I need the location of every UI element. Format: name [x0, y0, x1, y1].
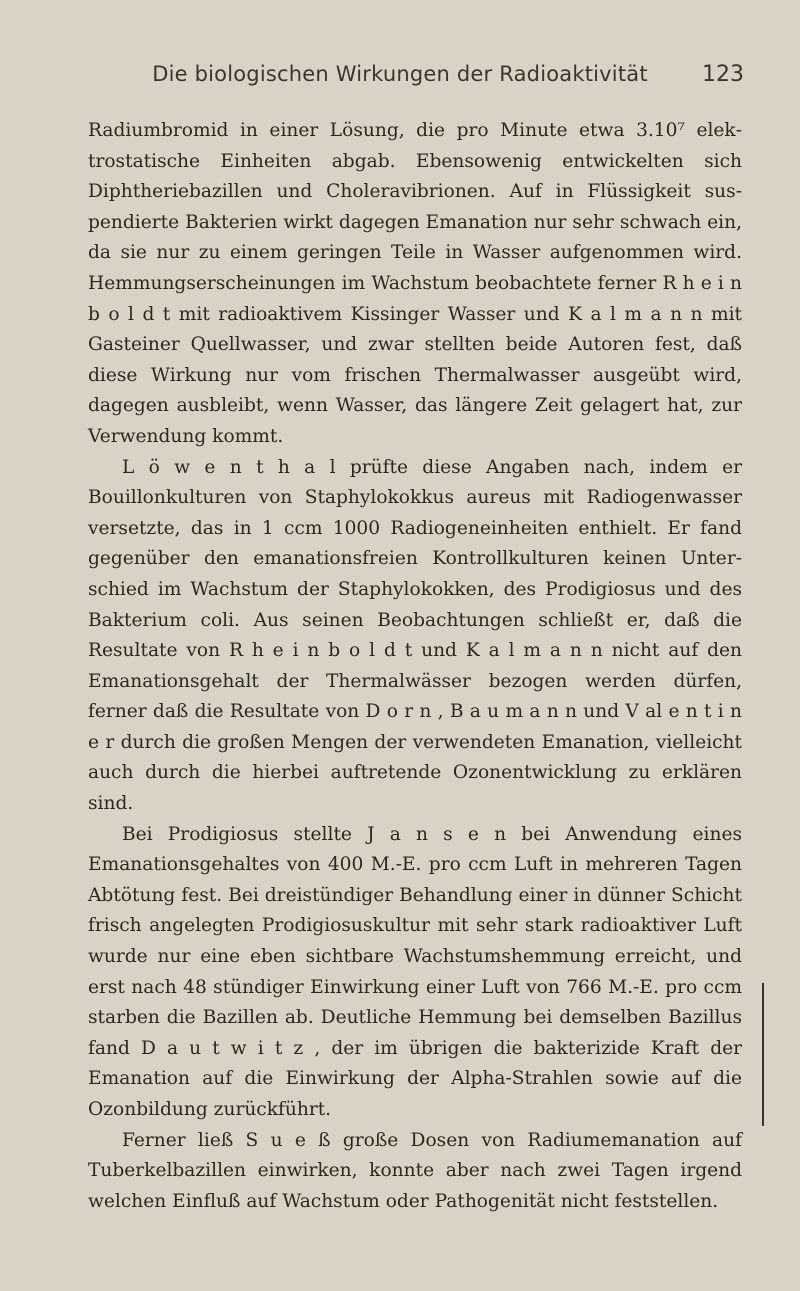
margin-line	[762, 983, 764, 1126]
running-title: Die biologischen Wirkungen der Radioaktivität	[152, 62, 648, 86]
paragraph-2: L ö w e n t h a l prüfte diese Angaben nach, indem er Bouillonkulturen von Staphylokokkus aureus mit Radiogenwasser versetzte, das in 1 ccm 1000 Radiogeneinheiten enthielt. Er fand gegenüber den emanationsfreien Kontrollkulturen keinen Unterschied im Wachstum der Staphylokokken, des Prodigiosus und des Bakterium coli. Aus seinen Beobachtungen schließt er, daß die Resultate von R h e i n b o l d t und K a l m a n n nicht auf den Emanationsgehalt der Thermalwässer bezogen werden dürfen, ferner daß die Resultate von D o r n , B a u m a n n und V al e n t i n e r durch die großen Mengen der verwendeten Emanation, vielleicht auch durch die hierbei auftretende Ozonentwicklung zu erklären sind.	[88, 456, 742, 815]
page-number: 123	[702, 62, 744, 87]
paragraph-3: Bei Prodigiosus stellte J a n s e n bei Anwendung eines Emanationsgehaltes von 400 M.-E. pro ccm Luft in mehreren Tagen Abtötung fest. Bei dreistündiger Behandlung einer in dünner Schicht frisch angelegten Prodigiosuskultur mit sehr stark radioaktiver Luft wurde nur eine eben sichtbare Wachstumshemmung erreicht, und erst nach 48 stündiger Einwirkung einer Luft von 766 M.-E. pro ccm starben die Bazillen ab. Deutliche Hemmung bei demselben Bazillus fand D a u t w i t z , der im übrigen die bakterizide Kraft der Emanation auf die Einwirkung der Alpha-Strahlen sowie auf die Ozonbildung zurückführt.	[88, 823, 742, 1120]
paragraph-4: Ferner ließ S u e ß große Dosen von Radiumemanation auf Tuberkelbazillen einwirken, konnte aber nach zwei Tagen irgend welchen Einfluß auf Wachstum oder Pathogenität nicht feststellen.	[88, 1129, 742, 1212]
paragraph-1: Radiumbromid in einer Lösung, die pro Minute etwa 3.10⁷ elektrostatische Einheiten abgab. Ebensowenig entwickelten sich Diphtheriebazillen und Choleravibrionen. Auf in Flüssigkeit suspendierte Bakterien wirkt dagegen Emanation nur sehr schwach ein, da sie nur zu einem geringen Teile in Wasser aufgenommen wird. Hemmungserscheinungen im Wachstum beobachtete ferner R h e i n b o l d t mit radioaktivem Kissinger Wasser und K a l m a n n mit Gasteiner Quellwasser, und zwar stellten beide Autoren fest, daß diese Wirkung nur vom frischen Thermalwasser ausgeübt wird, dagegen ausbleibt, wenn Wasser, das längere Zeit gelagert hat, zur Verwendung kommt.	[88, 120, 742, 447]
running-header	[0, 62, 800, 92]
body-text	[88, 116, 742, 1217]
